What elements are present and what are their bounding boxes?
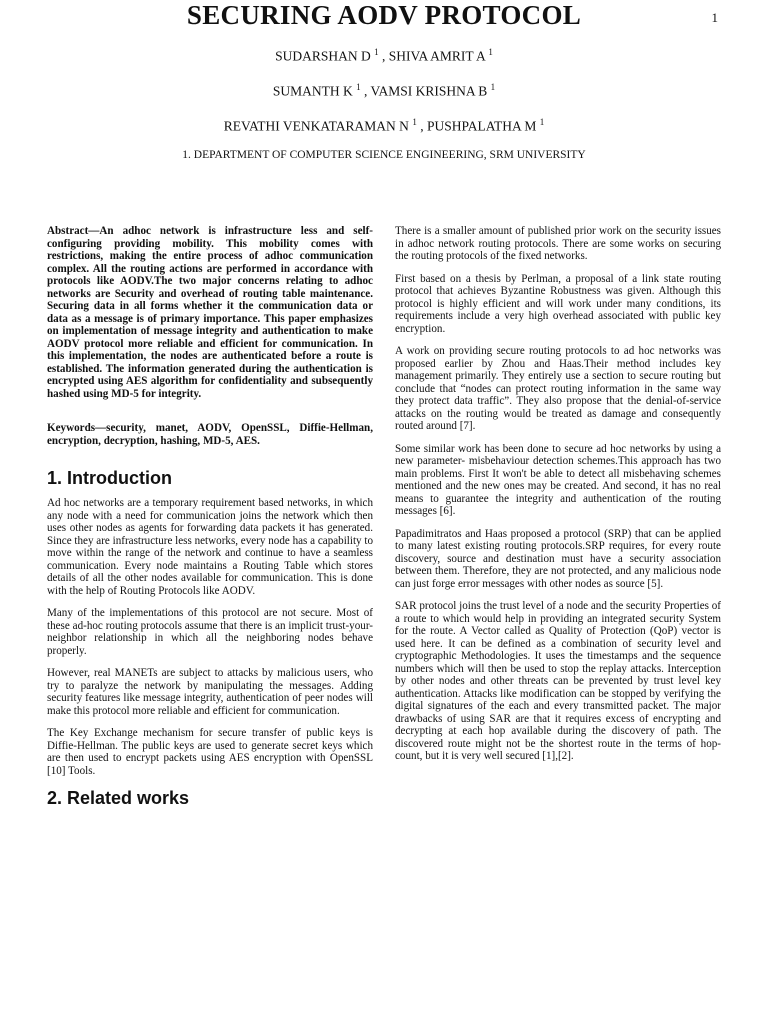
author-name: , PUSHPALATHA M (420, 118, 537, 134)
affiliation-mark: 1 (374, 47, 379, 57)
paragraph: The Key Exchange mechanism for secure transfer of public keys is Diffie-Hellman. The public keys are used to generate secret keys which are then used to encrypt packets using AES encryption with OpenSSL [10] Tools. (47, 727, 373, 777)
author-line-3 (0, 117, 768, 135)
author-name: , VAMSI KRISHNA B (363, 83, 488, 99)
paragraph: Ad hoc networks are a temporary requirement based networks, in which any node with a need for communication joins the network which then uses other nodes as agents for forwarding data packets it has generated. Since they are infrastructure less networks, every node has a capability to move within the range of the network and continue to have a seamless communication. Every node maintains a Routing Table which stores details of all the other nodes available for communication. This is done with the help of Routing Protocols like AODV. (47, 497, 373, 597)
affiliation: 1. DEPARTMENT OF COMPUTER SCIENCE ENGINEERING, SRM UNIVERSITY (182, 149, 586, 161)
paragraph: Many of the implementations of this protocol are not secure. Most of these ad-hoc routing protocols assume that there is an implicit trust-your-neighbor relationship in which all the neighboring nodes behave properly. (47, 607, 373, 657)
author-line-2 (0, 82, 768, 100)
section-heading-related-works: 2. Related works (47, 788, 190, 808)
author-line-1 (0, 47, 768, 65)
paragraph: SAR protocol joins the trust level of a node and the security Properties of a route to which would help in providing an integrated security System for the route. A Vector called as Quality of Protection (QoP) vector is used here. It can be defined as a combination of security level and cryptographic Methodologies. It uses the timestamps and the sequence numbers which will then be used to stop the replay attacks. Interception by other nodes and other threats can be prevented by trust level key authentication. Attacks like modification can be stopped by verifying the digital signatures of the each and every transmitted packet. The major drawbacks of using SAR are that it requires excess of encrypting and decrypting at each hop available during the discovery of path. The discovered route might not be the shortest route in the terms of hop-count, but it is very well secured [1],[2]. (395, 600, 721, 762)
paragraph: However, real MANETs are subject to attacks by malicious users, who try to paralyze the network by manipulating the messages. Adding security features like message integrity, authentication of peer nodes will make this protocol more reliable and efficient for communication. (47, 667, 373, 717)
paragraph: A work on providing secure routing protocols to ad hoc networks was proposed earlier by Zhou and Haas.Their method includes key management primarily. They entirely use a section to secure routing but conclude that “nodes can protect routing information in the same way they protect data traffic”. They also propose that the denial-of-service attacks on the routing would be treated as damage and consequently routed around [7]. (395, 345, 721, 432)
affiliation-mark: 1 (412, 117, 417, 127)
paragraph: There is a smaller amount of published prior work on the security issues in adhoc network routing protocols. There are some works on securing the routing protocols of the fixed networks. (395, 225, 721, 262)
keywords: Keywords—security, manet, AODV, OpenSSL, Diffie-Hellman, encryption, decryption, hashing, MD-5, AES. (47, 422, 373, 447)
page-number: 1 (711, 10, 718, 25)
author-name: REVATHI VENKATARAMAN N (223, 118, 409, 134)
author-name: , SHIVA AMRIT A (381, 48, 486, 64)
affiliation-mark: 1 (356, 82, 361, 92)
paragraph: Some similar work has been done to secure ad hoc networks by using a new parameter- misbehaviour detection schemes.This approach has two main problems. First It won't be able to detect all misbehaving schemes mentioned and the new ones may be created. And second, it has no real means to guarantee the integrity and authentication of the routing messages [6]. (395, 442, 721, 517)
affiliation-mark: 1 (490, 82, 496, 92)
paragraph: First based on a thesis by Perlman, a proposal of a link state routing protocol that achieves Byzantine Robustness was given. Although this protocol is highly efficient and will work under many conditions, its requirements include a very high overhead associated with public key encryption. (395, 272, 721, 335)
abstract: Abstract—An adhoc network is infrastructure less and self-configuring providing mobility. This mobility comes with restrictions, making the entire process of adhoc communication complex. All the routing actions are performed in accordance with protocols like AODV.The two major concerns relating to adhoc networks are Security and overhead of routing table maintenance. Securing data in all forms whether it the communication data or data as a message is of primary importance. This paper emphasizes on implementation of message integrity and authentication to make AODV protocol more reliable and efficient for communication. In this implementation, the nodes are authenticated before a route is established. The information generated during the authentication is encrypted using AES algorithm for confidentiality and subsequently hashed using MD-5 for integrity. (47, 225, 373, 400)
section-heading-introduction: 1. Introduction (47, 468, 172, 488)
author-name: SUDARSHAN D (275, 48, 371, 64)
affiliation-mark: 1 (488, 47, 493, 57)
right-column (395, 225, 721, 773)
paper-title: SECURING AODV PROTOCOL (186, 0, 582, 30)
affiliation-mark: 1 (539, 117, 545, 127)
author-name: SUMANTH K (272, 83, 353, 99)
left-column (47, 225, 373, 817)
paragraph: Papadimitratos and Haas proposed a protocol (SRP) that can be applied to many latest existing routing protocols.SRP requires, for every route discovery, source and destination must have a security association between them. Therefore, they are not protected, and any malicious node can just forge error messages with other nodes as source [5]. (395, 527, 721, 590)
